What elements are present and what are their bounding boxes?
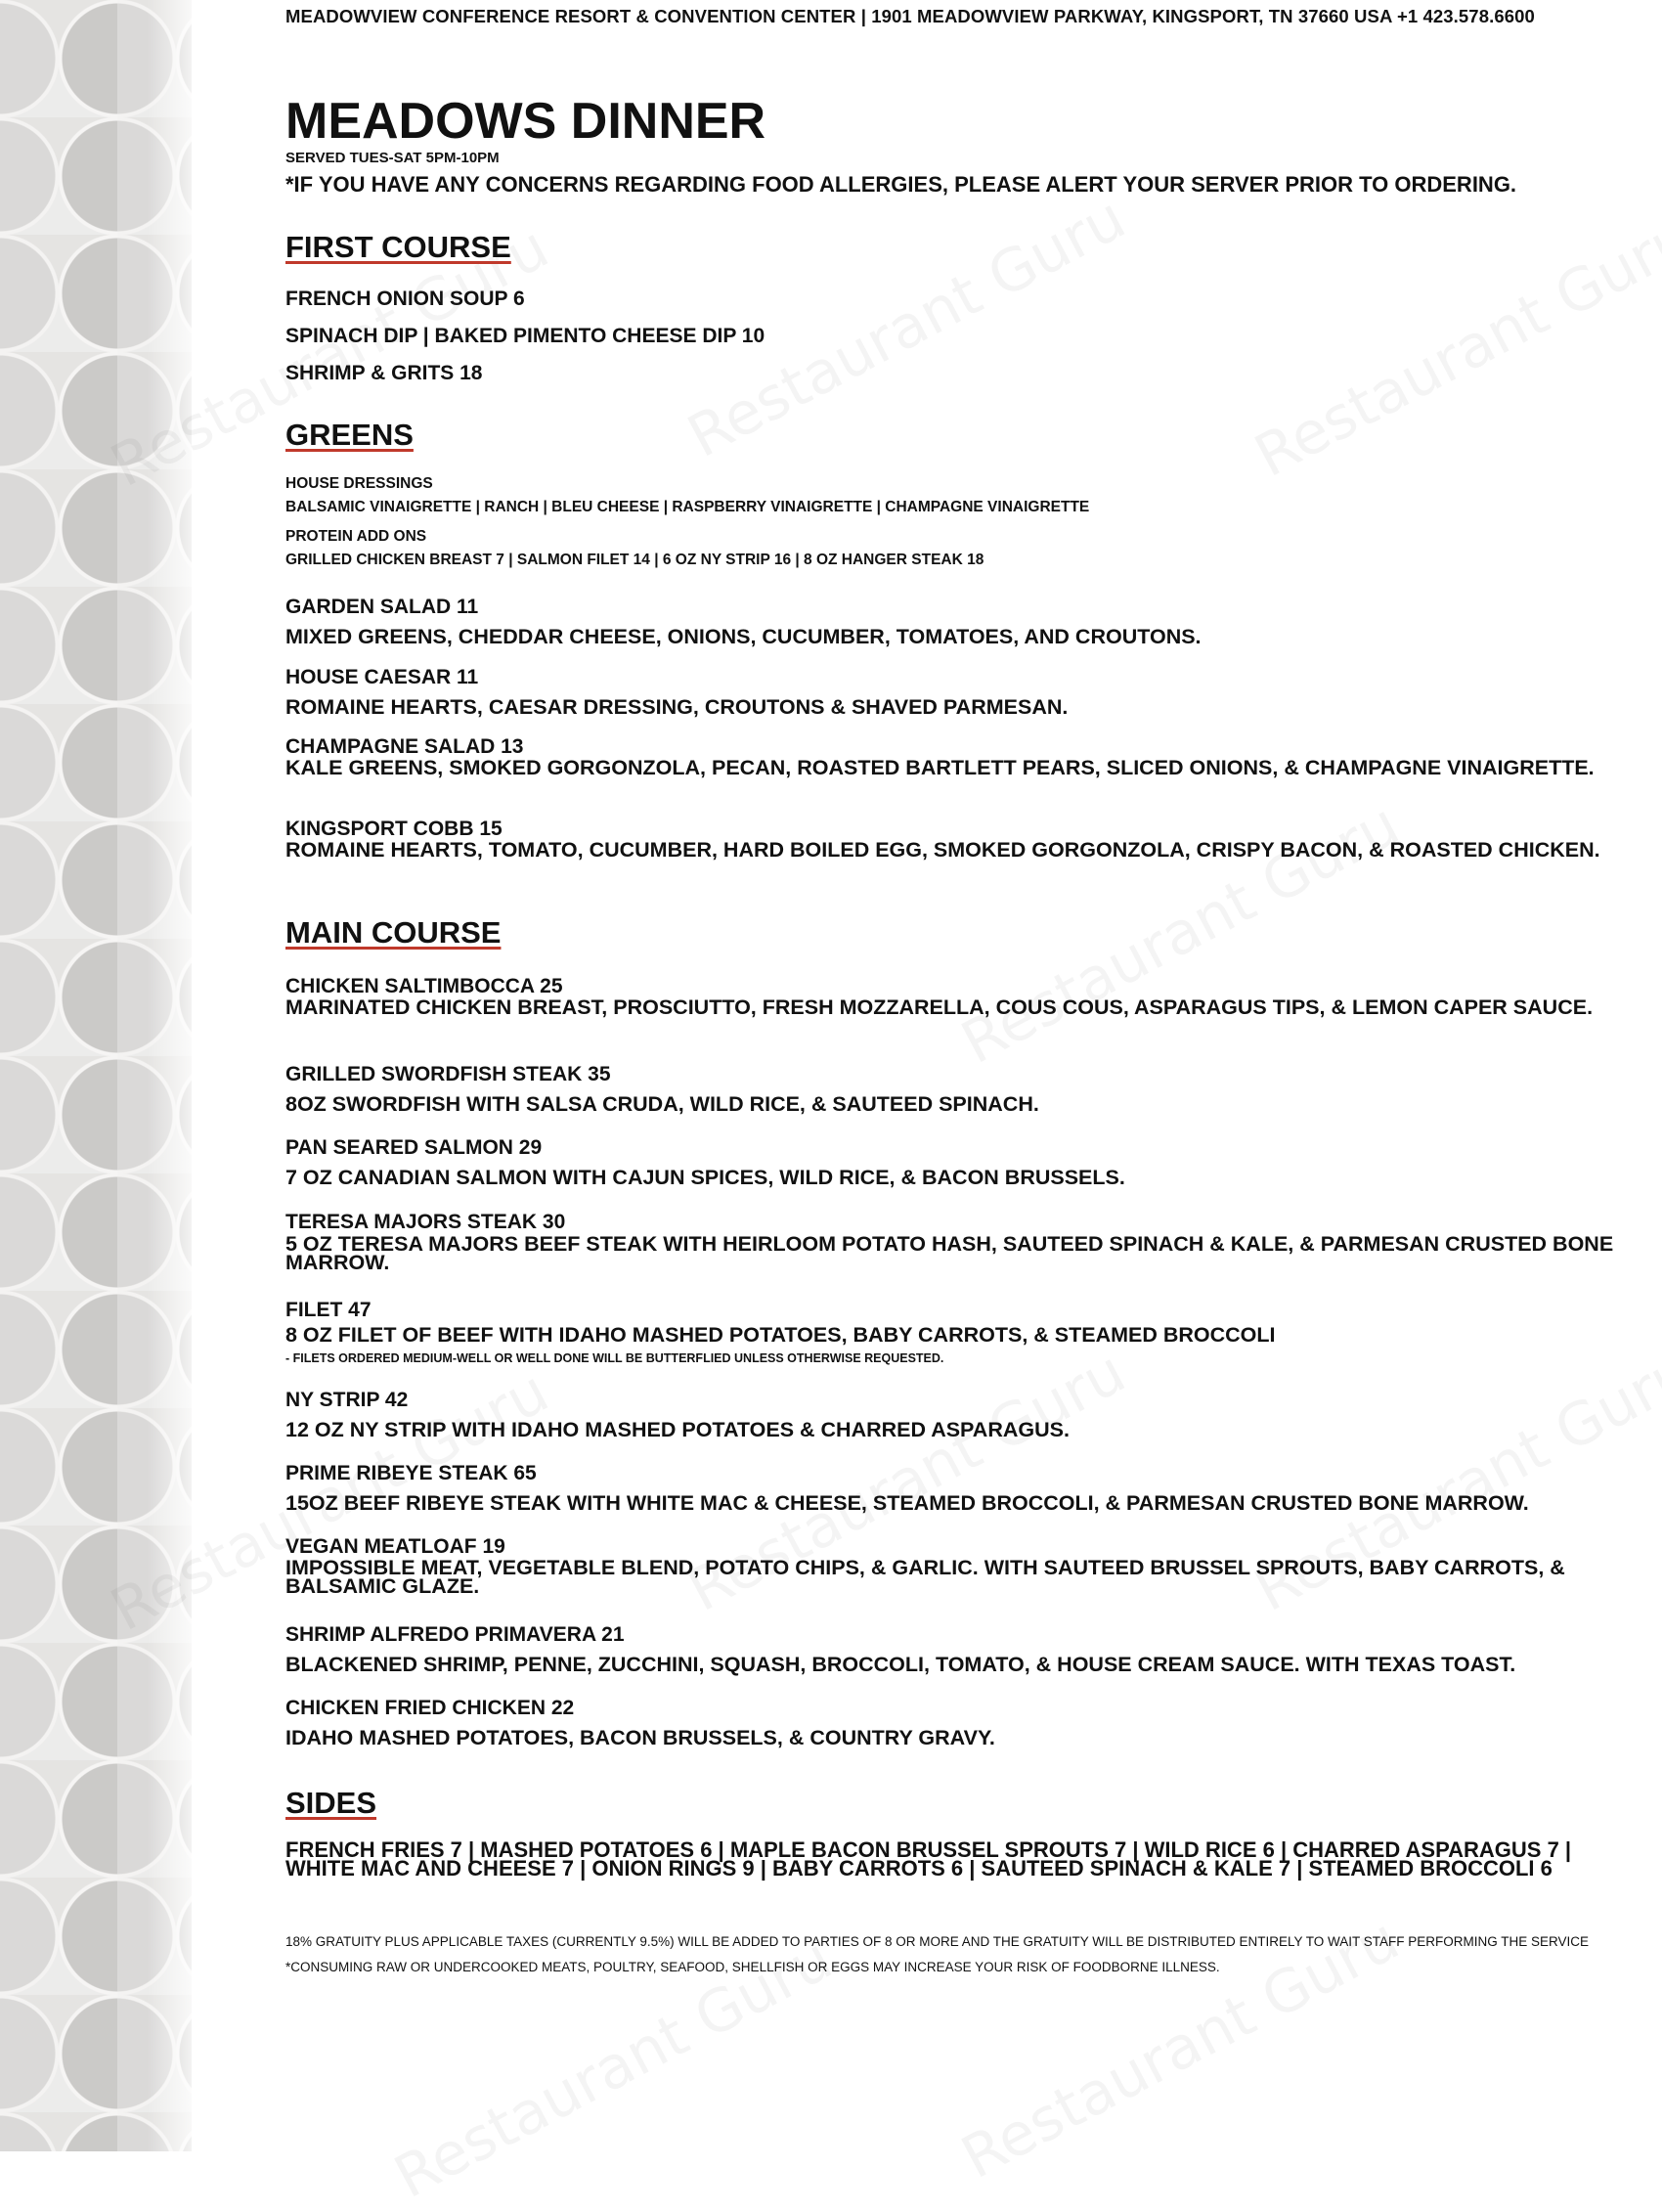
section-heading-main-course: MAIN COURSE	[285, 915, 502, 950]
watermark	[1245, 203, 1662, 491]
menu-item-desc: 15OZ BEEF RIBEYE STEAK WITH WHITE MAC & CHEESE, STEAMED BROCCOLI, & PARMESAN CRUSTED BONE MARROW.	[285, 1491, 1529, 1515]
menu-item-name: CHICKEN SALTIMBOCCA 25	[285, 975, 563, 997]
dressings-label: HOUSE DRESSINGS	[285, 475, 433, 492]
menu-item-name: VEGAN MEATLOAF 19	[285, 1535, 505, 1558]
menu-item-desc: MARINATED CHICKEN BREAST, PROSCIUTTO, FRESH MOZZARELLA, COUS COUS, ASPARAGUS TIPS, & LEMON CAPER SAUCE.	[285, 995, 1594, 1019]
sides-line-2: WHITE MAC AND CHEESE 7 | ONION RINGS 9 | BABY CARROTS 6 | SAUTEED SPINACH & KALE 7 | STEAMED BROCCOLI 6	[285, 1856, 1553, 1880]
menu-item-name: HOUSE CAESAR 11	[285, 666, 479, 688]
menu-item-name: GARDEN SALAD 11	[285, 596, 479, 618]
menu-item-name: FILET 47	[285, 1299, 372, 1321]
menu-item-desc: 8OZ SWORDFISH WITH SALSA CRUDA, WILD RICE, & SAUTEED SPINACH.	[285, 1092, 1039, 1116]
menu-item-note: - FILETS ORDERED MEDIUM-WELL OR WELL DONE WILL BE BUTTERFLIED UNLESS OTHERWISE REQUESTED.	[285, 1351, 944, 1365]
section-heading-first-course: FIRST COURSE	[285, 230, 511, 264]
dressings-list: BALSAMIC VINAIGRETTE | RANCH | BLEU CHEESE | RASPBERRY VINAIGRETTE | CHAMPAGNE VINAIGRETTE	[285, 499, 1090, 515]
sides-line-1: FRENCH FRIES 7 | MASHED POTATOES 6 | MAPLE BACON BRUSSEL SPROUTS 7 | WILD RICE 6 | CHARRED ASPARAGUS 7 |	[285, 1837, 1572, 1862]
menu-item-name: GRILLED SWORDFISH STEAK 35	[285, 1063, 611, 1085]
menu-item-desc: IDAHO MASHED POTATOES, BACON BRUSSELS, & COUNTRY GRAVY.	[285, 1726, 995, 1749]
menu-item-desc: MIXED GREENS, CHEDDAR CHEESE, ONIONS, CUCUMBER, TOMATOES, AND CROUTONS.	[285, 625, 1202, 648]
menu-item-name: CHAMPAGNE SALAD 13	[285, 735, 524, 758]
allergy-note: *IF YOU HAVE ANY CONCERNS REGARDING FOOD ALLERGIES, PLEASE ALERT YOUR SERVER PRIOR TO ORDERING.	[285, 172, 1517, 197]
menu-item-desc: ROMAINE HEARTS, TOMATO, CUCUMBER, HARD BOILED EGG, SMOKED GORGONZOLA, CRISPY BACON, & ROASTED CHICKEN.	[285, 838, 1600, 862]
menu-item-desc: 8 OZ FILET OF BEEF WITH IDAHO MASHED POTATOES, BABY CARROTS, & STEAMED BROCCOLI	[285, 1323, 1276, 1347]
menu-item-desc: KALE GREENS, SMOKED GORGONZOLA, PECAN, ROASTED BARTLETT PEARS, SLICED ONIONS, & CHAMPAGNE VINAIGRETTE.	[285, 756, 1595, 779]
watermark	[951, 790, 1411, 1078]
menu-item-name: PRIME RIBEYE STEAK 65	[285, 1462, 537, 1484]
menu-item-desc: BLACKENED SHRIMP, PENNE, ZUCCHINI, SQUASH, BROCCOLI, TOMATO, & HOUSE CREAM SAUCE. WITH TEXAS TOAST.	[285, 1653, 1516, 1676]
address-line: MEADOWVIEW CONFERENCE RESORT & CONVENTION CENTER | 1901 MEADOWVIEW PARKWAY, KINGSPORT, TN 37660 USA +1 423.578.6600	[285, 6, 1535, 26]
section-heading-sides: SIDES	[285, 1786, 377, 1820]
menu-item-name: SHRIMP ALFREDO PRIMAVERA 21	[285, 1623, 625, 1646]
menu-item-desc: 5 OZ TERESA MAJORS BEEF STEAK WITH HEIRLOOM POTATO HASH, SAUTEED SPINACH & KALE, & PARMESAN CRUSTED BONE MARROW.	[285, 1232, 1614, 1274]
marble-border-fade	[147, 0, 205, 2151]
menu-item-name: KINGSPORT COBB 15	[285, 818, 503, 840]
menu-item-desc: ROMAINE HEARTS, CAESAR DRESSING, CROUTONS & SHAVED PARMESAN.	[285, 695, 1069, 719]
menu-item: FRENCH ONION SOUP 6	[285, 288, 525, 310]
menu-item-name: NY STRIP 42	[285, 1389, 409, 1411]
protein-list: GRILLED CHICKEN BREAST 7 | SALMON FILET 14 | 6 OZ NY STRIP 16 | 8 OZ HANGER STEAK 18	[285, 552, 984, 568]
menu-item: SPINACH DIP | BAKED PIMENTO CHEESE DIP 10	[285, 325, 765, 347]
menu-item-desc: IMPOSSIBLE MEAT, VEGETABLE BLEND, POTATO CHIPS, & GARLIC. WITH SAUTEED BRUSSEL SPROUTS, BABY CARROTS, & BALSAMIC GLAZE.	[285, 1556, 1565, 1598]
menu-item-name: PAN SEARED SALMON 29	[285, 1136, 543, 1159]
gratuity-note: 18% GRATUITY PLUS APPLICABLE TAXES (CURRENTLY 9.5%) WILL BE ADDED TO PARTIES OF 8 OR MORE AND THE GRATUITY WILL BE DISTRIBUTED ENTIRELY TO WAIT STAFF PERFORMING THE SERVICE	[285, 1934, 1590, 1949]
menu-item-name: TERESA MAJORS STEAK 30	[285, 1211, 566, 1233]
menu-item: SHRIMP & GRITS 18	[285, 362, 483, 384]
protein-label: PROTEIN ADD ONS	[285, 528, 427, 545]
menu-item-name: CHICKEN FRIED CHICKEN 22	[285, 1697, 575, 1719]
menu-item-desc: 7 OZ CANADIAN SALMON WITH CAJUN SPICES, WILD RICE, & BACON BRUSSELS.	[285, 1166, 1125, 1189]
section-heading-greens: GREENS	[285, 418, 414, 452]
page-title: MEADOWS DINNER	[285, 93, 766, 150]
raw-food-warning: *CONSUMING RAW OR UNDERCOOKED MEATS, POULTRY, SEAFOOD, SHELLFISH OR EGGS MAY INCREASE YOUR RISK OF FOODBORNE ILLNESS.	[285, 1960, 1220, 1974]
menu-item-desc: 12 OZ NY STRIP WITH IDAHO MASHED POTATOES & CHARRED ASPARAGUS.	[285, 1418, 1070, 1441]
served-hours: SERVED TUES-SAT 5PM-10PM	[285, 150, 500, 166]
